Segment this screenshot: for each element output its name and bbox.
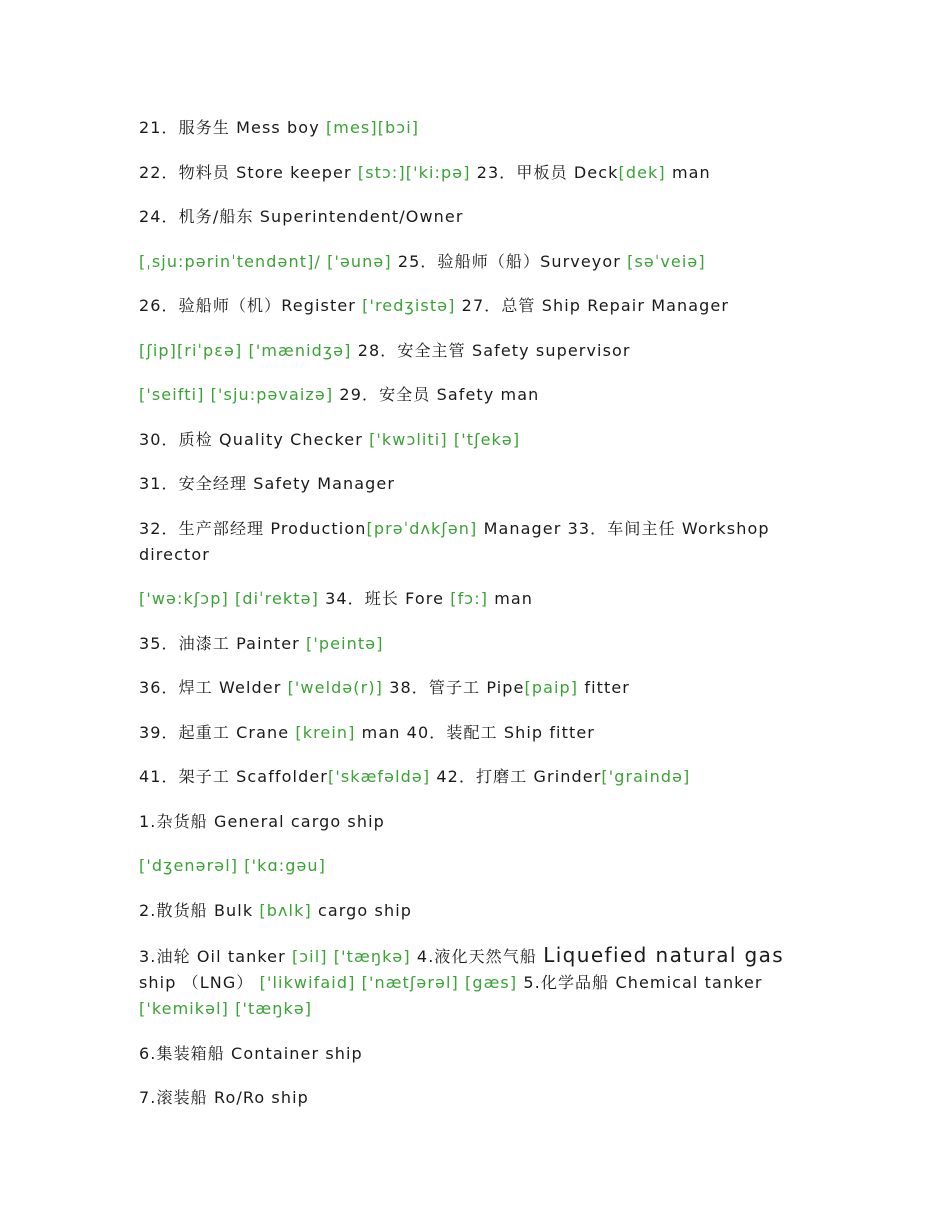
term-text: 25．验船师（船）Surveyor	[391, 251, 628, 271]
phonetic-text: [ˌsju:pərinˈtendənt]/ ['əunə]	[139, 251, 392, 271]
phonetic-text: ['seifti] ['sju:pəvaizə]	[139, 385, 334, 404]
term-text: 1.杂货船 General cargo ship	[139, 811, 385, 831]
vocab-line	[139, 853, 799, 879]
phonetic-text: ['kemikəl] ['tæŋkə]	[139, 999, 313, 1018]
term-text: 29．安全员 Safety man	[333, 385, 540, 404]
phonetic-text: [prəˈdʌkʃən]	[366, 518, 478, 538]
phonetic-text: [stɔ:]['ki:pə]	[357, 162, 471, 182]
vocab-line	[139, 338, 799, 364]
vocab-line	[139, 160, 799, 186]
term-text: 7.滚装船 Ro/Ro ship	[139, 1088, 309, 1107]
vocab-line	[139, 204, 799, 230]
vocab-line	[139, 382, 799, 408]
vocab-line	[139, 427, 799, 453]
term-text: 3.油轮 Oil tanker	[139, 947, 292, 966]
phonetic-text: [krein]	[295, 722, 356, 742]
term-text: man 40．装配工 Ship fitter	[355, 722, 595, 742]
vocab-line	[139, 1041, 799, 1067]
term-text: 42．打磨工 Grinder	[430, 767, 602, 786]
term-text: 27．总管 Ship Repair Manager	[455, 296, 730, 315]
phonetic-text: ['peintə]	[306, 633, 384, 653]
term-text: 21．服务生 Mess boy	[139, 118, 326, 137]
term-text: 41．架子工 Scaffolder	[139, 767, 328, 786]
term-text: 39．起重工 Crane	[139, 722, 296, 742]
term-text: cargo ship	[311, 900, 412, 920]
term-text: 24．机务/船东 Superintendent/Owner	[139, 207, 464, 226]
term-text: 5.化学品船 Chemical tanker	[517, 973, 763, 992]
term-text: 28．安全主管 Safety supervisor	[351, 340, 631, 360]
vocabulary-list	[139, 115, 799, 1130]
term-text: 36．焊工 Welder	[139, 678, 288, 697]
term-text: Liquefied natural gas	[543, 943, 785, 967]
vocab-line	[139, 516, 799, 568]
term-text: 32．生产部经理 Production	[139, 518, 367, 538]
phonetic-text: [bʌlk]	[259, 900, 312, 920]
phonetic-text: ['skæfəldə]	[327, 767, 431, 786]
term-text: 30．质检 Quality Checker	[139, 429, 370, 449]
vocab-line	[139, 471, 799, 497]
term-text: 22．物料员 Store keeper	[139, 162, 358, 182]
term-text: 23．甲板员 Deck	[470, 162, 619, 182]
term-text: 4.液化天然气船	[410, 947, 544, 966]
term-text: man	[665, 162, 711, 182]
phonetic-text: [paip]	[524, 678, 579, 697]
phonetic-text: ['kwɔliti] ['tʃekə]	[369, 429, 521, 449]
term-text: Manager 33．车间主任 Workshop director	[139, 518, 770, 564]
term-text: man	[488, 589, 534, 608]
term-text: 38．管子工 Pipe	[383, 678, 525, 697]
vocab-line	[139, 942, 799, 1022]
vocab-line	[139, 898, 799, 924]
vocab-line	[139, 293, 799, 319]
vocab-line	[139, 249, 799, 275]
vocab-line	[139, 1085, 799, 1111]
phonetic-text: [fɔ:]	[450, 589, 489, 608]
term-text: fitter	[578, 678, 630, 697]
vocab-line	[139, 720, 799, 746]
term-text: 6.集装箱船 Container ship	[139, 1043, 363, 1063]
phonetic-text: ['weldə(r)]	[287, 678, 384, 697]
term-text: 35．油漆工 Painter	[139, 633, 307, 653]
phonetic-text: [ɔil] ['tæŋkə]	[291, 947, 411, 966]
phonetic-text: [ʃip][riˈpɛə] ['mænidʒə]	[139, 340, 352, 360]
vocab-line	[139, 675, 799, 701]
phonetic-text: [dek]	[618, 162, 666, 182]
vocab-line	[139, 631, 799, 657]
term-text: 2.散货船 Bulk	[139, 900, 260, 920]
phonetic-text: ['redʒistə]	[362, 296, 456, 315]
vocab-line	[139, 115, 799, 141]
phonetic-text: ['dʒenərəl] ['kɑ:gəu]	[139, 856, 326, 875]
vocab-line	[139, 586, 799, 612]
vocab-line	[139, 764, 799, 790]
term-text: 26．验船师（机）Register	[139, 296, 363, 315]
phonetic-text: ['graində]	[601, 767, 691, 786]
term-text: 34．班长 Fore	[318, 589, 451, 608]
phonetic-text: ['wə:kʃɔp] [diˈrektə]	[139, 589, 319, 608]
phonetic-text: ['likwifaid] ['nætʃərəl] [gæs]	[259, 973, 518, 992]
term-text: ship （LNG）	[139, 973, 260, 992]
phonetic-text: [səˈveiə]	[627, 251, 706, 271]
vocab-line	[139, 809, 799, 835]
phonetic-text: [mes][bɔi]	[325, 118, 420, 137]
term-text: 31．安全经理 Safety Manager	[139, 474, 396, 493]
